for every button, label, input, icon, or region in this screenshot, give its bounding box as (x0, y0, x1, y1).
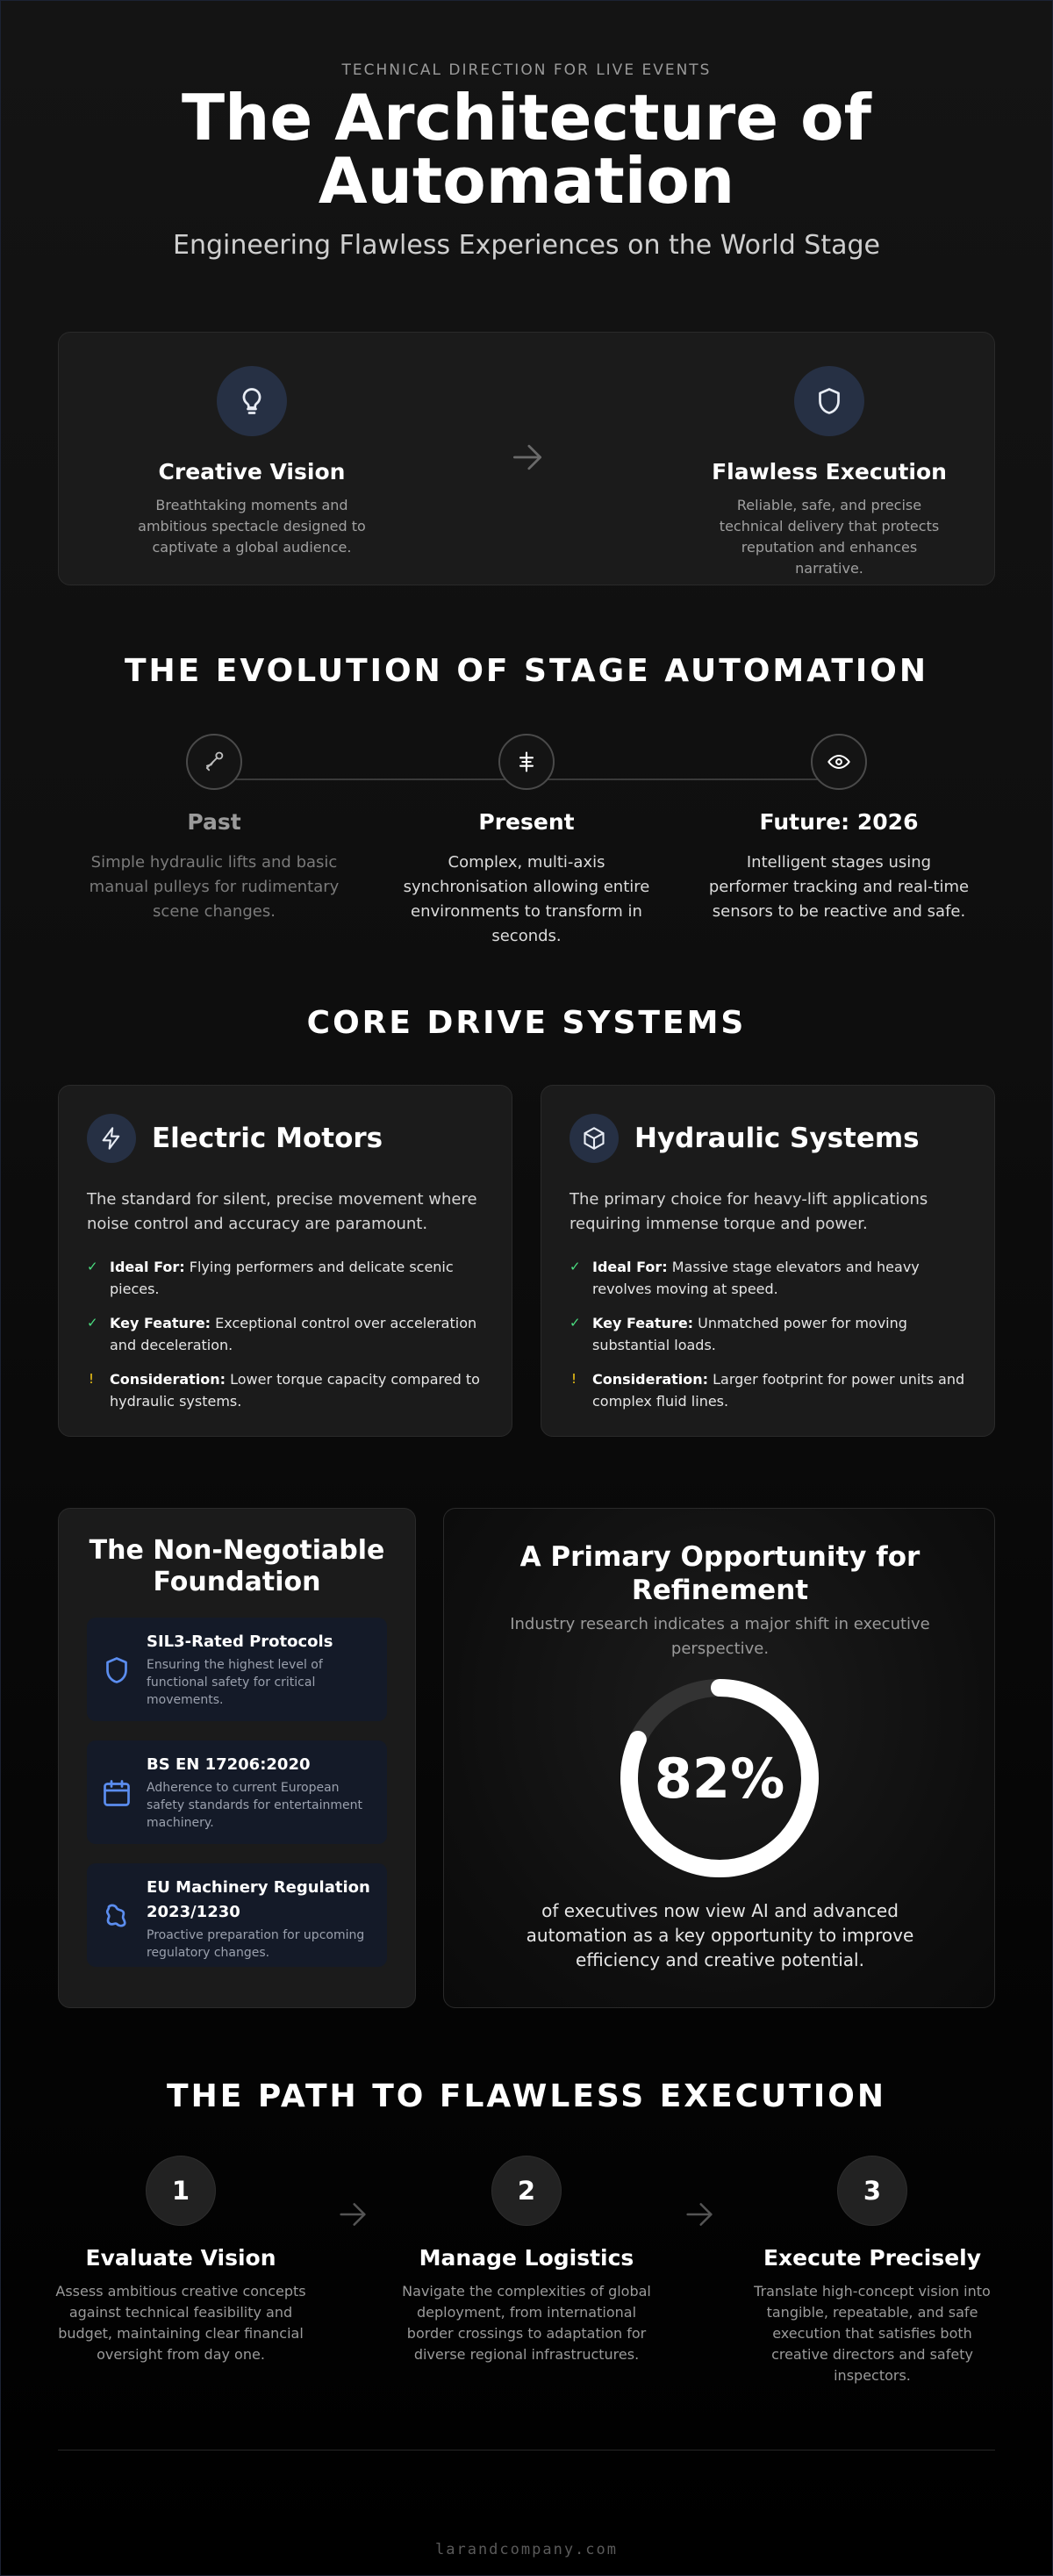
check-icon: ✓ (569, 1315, 581, 1331)
drive-feature-item: ! Consideration: Lower torque capacity compared to hydraulic systems. (87, 1368, 484, 1412)
timeline-desc-future: Intelligent stages using performer tracking and real-time sensors to be reactive and safe. (708, 853, 970, 921)
electric-motors-card (58, 1085, 512, 1437)
check-icon: ✓ (87, 1259, 98, 1274)
opportunity-subtitle: Industry research indicates a major shift in executive perspective. (510, 1615, 930, 1658)
drive-feature-item: ✓ Ideal For: Flying performers and delicate scenic pieces. (87, 1256, 484, 1300)
timeline-stage-present (395, 734, 658, 949)
check-icon: ✓ (569, 1259, 581, 1274)
lightbulb-icon (217, 366, 287, 436)
eyebrow: TECHNICAL DIRECTION FOR LIVE EVENTS (341, 61, 712, 79)
warning-icon: ! (571, 1371, 577, 1387)
path-step-2 (399, 2156, 654, 2365)
evolution-heading: THE EVOLUTION OF STAGE AUTOMATION (124, 653, 928, 689)
flawless-execution-desc: Reliable, safe, and precise technical delivery that protects reputation and enhances narrative. (719, 497, 940, 577)
step-number: 2 (491, 2156, 562, 2226)
pulley-icon (186, 734, 242, 790)
opportunity-desc: of executives now view AI and advanced automation as a key opportunity to improve efficiency and creative potential. (526, 1900, 914, 1970)
timeline-label-future: Future: 2026 (759, 809, 919, 835)
drive-heading: CORE DRIVE SYSTEMS (306, 1005, 747, 1041)
timeline-stage-future (707, 734, 971, 924)
drive-title: Electric Motors (152, 1123, 383, 1154)
drive-title: Hydraulic Systems (634, 1123, 920, 1154)
foundation-card (58, 1508, 416, 2008)
step-title: Evaluate Vision (85, 2245, 276, 2271)
foundation-item-desc: Ensuring the highest level of functional safety for critical movements. (147, 1658, 323, 1707)
step-desc: Navigate the complexities of global deployment, from international border crossings to adaptation for diverse regional infrastructures. (402, 2283, 651, 2363)
foundation-item-title: BS EN 17206:2020 (147, 1755, 311, 1774)
opportunity-title: A Primary Opportunity for Refinement (519, 1541, 920, 1606)
arrow-right-icon (508, 438, 547, 480)
foundation-item (87, 1863, 387, 1967)
lightning-icon (87, 1114, 136, 1163)
cube-icon (569, 1114, 619, 1163)
drive-feature-list (87, 1256, 484, 1412)
creative-vision-desc: Breathtaking moments and ambitious spectacle designed to captivate a global audience. (138, 497, 366, 556)
drive-intro: The standard for silent, precise movement where noise control and accuracy are paramount. (87, 1190, 477, 1233)
foundation-item-title: EU Machinery Regulation 2023/1230 (147, 1878, 370, 1921)
foundation-item (87, 1618, 387, 1721)
foundation-item (87, 1740, 387, 1844)
timeline-label-past: Past (187, 809, 241, 835)
page-subtitle: Engineering Flawless Experiences on the World Stage (173, 230, 880, 261)
arrow-right-icon (335, 2197, 370, 2235)
creative-vision-column (103, 333, 401, 558)
shield-icon (101, 1630, 136, 1709)
step-title: Execute Precisely (763, 2245, 982, 2271)
timeline-stage-past (82, 734, 346, 924)
drive-feature-item: ✓ Ideal For: Massive stage elevators and heavy revolves moving at speed. (569, 1256, 966, 1300)
vision-execution-card (58, 332, 995, 585)
flawless-execution-title: Flawless Execution (712, 459, 947, 484)
step-desc: Translate high-concept vision into tangible, repeatable, and safe execution that satisfies both creative directors and safety inspectors. (754, 2283, 991, 2384)
page-title: The Architecture of Automation (182, 81, 871, 218)
percent-value: 82% (654, 1746, 785, 1811)
step-title: Manage Logistics (419, 2245, 634, 2271)
calendar-icon (101, 1753, 136, 1832)
hydraulic-systems-card (541, 1085, 995, 1437)
foundation-item-desc: Proactive preparation for upcoming regulatory changes. (147, 1928, 365, 1960)
step-number: 3 (837, 2156, 907, 2226)
footer-link[interactable]: larandcompany.com (435, 2541, 618, 2558)
drive-intro: The primary choice for heavy-lift applications requiring immense torque and power. (569, 1190, 928, 1233)
path-heading: THE PATH TO FLAWLESS EXECUTION (167, 2078, 886, 2114)
flawless-execution-column (680, 333, 978, 579)
arrow-right-icon (682, 2197, 717, 2235)
drive-feature-list (569, 1256, 966, 1412)
foundation-item-desc: Adherence to current European safety standards for entertainment machinery. (147, 1781, 362, 1830)
europe-map-icon (101, 1876, 136, 1955)
axis-icon (498, 734, 555, 790)
eye-icon (811, 734, 867, 790)
warning-icon: ! (89, 1371, 95, 1387)
path-step-1 (54, 2156, 308, 2365)
drive-feature-item: ✓ Key Feature: Exceptional control over acceleration and deceleration. (87, 1312, 484, 1356)
drive-feature-item: ! Consideration: Larger footprint for power units and complex fluid lines. (569, 1368, 966, 1412)
timeline-desc-present: Complex, multi-axis synchronisation allowing entire environments to transform in seconds. (403, 853, 650, 945)
path-step-3 (745, 2156, 999, 2386)
drive-feature-item: ✓ Key Feature: Unmatched power for moving substantial loads. (569, 1312, 966, 1356)
step-desc: Assess ambitious creative concepts against technical feasibility and budget, maintaining clear financial oversight from day one. (55, 2283, 306, 2363)
timeline-label-present: Present (478, 809, 575, 835)
foundation-item-title: SIL3-Rated Protocols (147, 1632, 333, 1651)
step-number: 1 (146, 2156, 216, 2226)
foundation-title: The Non-Negotiable Foundation (89, 1535, 385, 1597)
check-icon: ✓ (87, 1315, 98, 1331)
timeline-desc-past: Simple hydraulic lifts and basic manual pulleys for rudimentary scene changes. (89, 853, 340, 921)
opportunity-card (443, 1508, 995, 2008)
shield-icon (794, 366, 864, 436)
creative-vision-title: Creative Vision (158, 459, 346, 484)
